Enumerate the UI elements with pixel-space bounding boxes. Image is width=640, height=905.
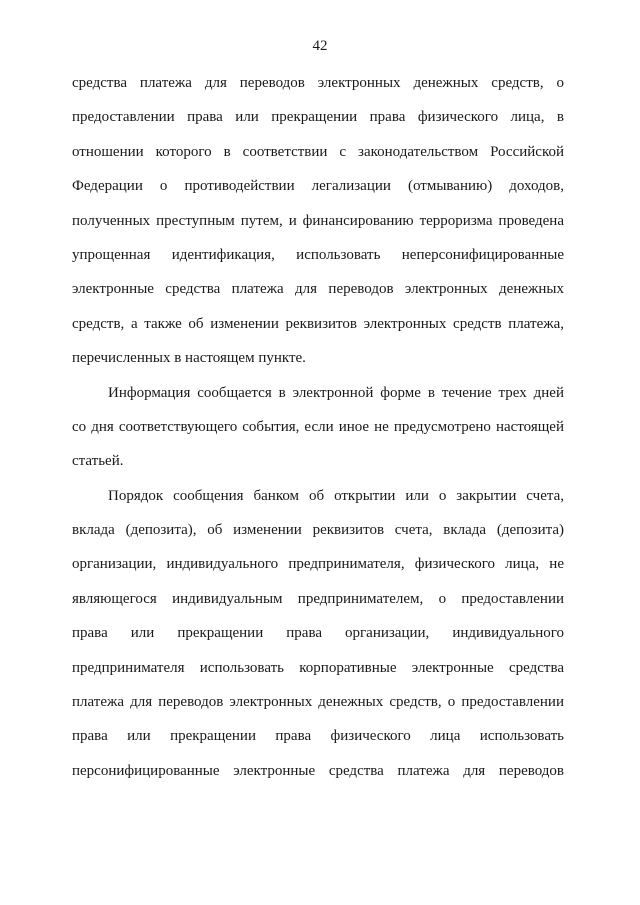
text-line: отношении которого в соответствии с законодательством Российской — [72, 143, 564, 160]
text-line: платежа для переводов электронных денежных средств, о предоставлении — [72, 694, 564, 711]
text-line: со дня соответствующего события, если иное не предусмотрено настоящей — [72, 418, 564, 435]
text-line: предоставлении права или прекращении права физического лица, в — [72, 109, 564, 126]
text-line: Порядок сообщения банком об открытии или о закрытии счета, — [108, 487, 564, 504]
paragraph-1 — [72, 66, 564, 376]
text-line: Федерации о противодействии легализации (отмыванию) доходов, — [72, 178, 564, 195]
text-line: являющегося индивидуальным предпринимателем, о предоставлении — [72, 590, 564, 607]
body-text — [72, 66, 564, 788]
text-line: организации, индивидуального предпринимателя, физического лица, не — [72, 556, 564, 573]
text-line: предпринимателя использовать корпоративные электронные средства — [72, 659, 564, 676]
paragraph-3 — [72, 479, 564, 789]
paragraph-2 — [72, 376, 564, 479]
text-line: средства платежа для переводов электронных денежных средств, о — [72, 75, 564, 91]
text-line: упрощенная идентификация, использовать неперсонифицированные — [72, 246, 564, 263]
text-line: полученных преступным путем, и финансированию терроризма проведена — [72, 212, 564, 229]
text-line: права или прекращении права организации, индивидуального — [72, 625, 564, 642]
text-line: персонифицированные электронные средства платежа для переводов — [72, 762, 564, 779]
text-line: средств, а также об изменении реквизитов электронных средств платежа, — [72, 315, 564, 332]
text-line: перечисленных в настоящем пункте. — [72, 350, 306, 367]
page-number: 42 — [312, 38, 328, 54]
text-line: статьей. — [72, 453, 124, 470]
text-line: вклада (депозита), об изменении реквизитов счета, вклада (депозита) — [72, 522, 564, 539]
text-line: электронные средства платежа для переводов электронных денежных — [72, 281, 564, 298]
text-line: Информация сообщается в электронной форме в течение трех дней — [108, 384, 564, 401]
text-line: права или прекращении права физического лица использовать — [72, 728, 564, 745]
